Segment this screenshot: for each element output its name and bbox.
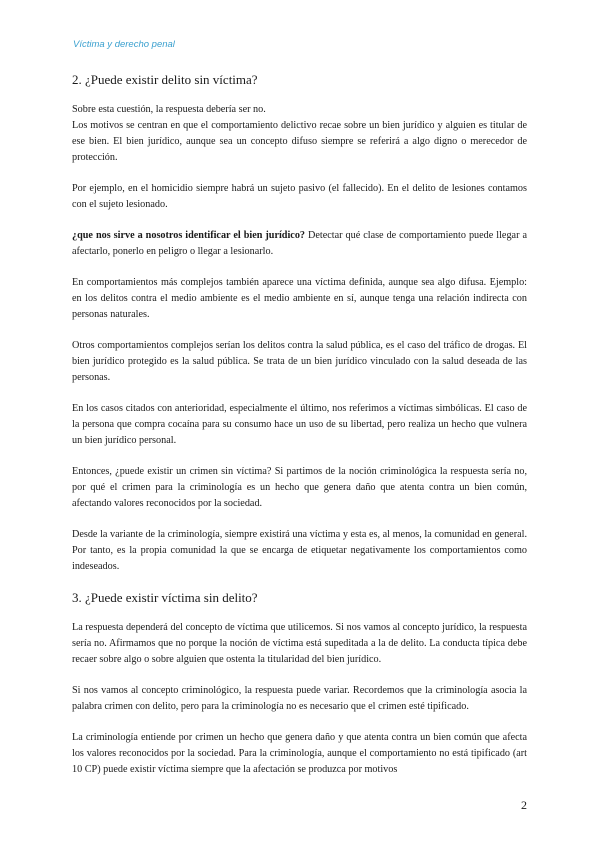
page-body	[72, 72, 527, 778]
paragraph: Desde la variante de la criminología, siempre existirá una víctima y esta es, al menos, la comunidad en general. Por tanto, es la propia comunidad la que se encarga de etiquetar negativamente los comportamientos como indeseados.	[72, 529, 527, 572]
paragraph: En comportamientos más complejos también aparece una víctima definida, aunque sea algo difusa. Ejemplo: en los delitos contra el medio ambiente es el medio ambiente en sí, aunque tenga una relación indirecta con personas naturales.	[72, 277, 527, 320]
paragraph: La respuesta dependerá del concepto de víctima que utilicemos. Si nos vamos al concepto jurídico, la respuesta sería no. Afirmamos que no porque la noción de víctima está supeditada a la de delito. La conducta típica debe recaer sobre algo o sobre alguien que ostenta la titularidad del bien jurídico.	[72, 622, 527, 665]
section-3-heading: 3. ¿Puede existir víctima sin delito?	[72, 590, 258, 605]
paragraph-text: Detectar qué clase de comportamiento puede llegar a afectarlo, ponerlo en peligro o llegar a lesionarlo.	[72, 230, 527, 257]
paragraph: En los casos citados con anterioridad, especialmente el último, nos referimos a víctimas simbólicas. El caso de la persona que compra cocaína para su consumo hace un uso de su libertad, pero realiza un hecho que vulnera un bien jurídico personal.	[72, 403, 527, 446]
paragraph: Otros comportamientos complejos serían los delitos contra la salud pública, es el caso del tráfico de drogas. El bien jurídico protegido es la salud pública. Se trata de un bien jurídico vinculado con la salud deseada de las personas.	[72, 340, 527, 383]
section-2-heading: 2. ¿Puede existir delito sin víctima?	[72, 72, 258, 87]
paragraph-line: Sobre esta cuestión, la respuesta debería ser no.	[72, 104, 266, 115]
running-header: Víctima y derecho penal	[73, 39, 175, 50]
paragraph-line: Los motivos se centran en que el comportamiento delictivo recae sobre un bien jurídico y alguien es titular de ese bien. El bien jurídico, aunque sea un concepto difuso siempre se referirá a algo digno o merecedor de protección.	[72, 120, 527, 163]
paragraph: Si nos vamos al concepto criminológico, la respuesta puede variar. Recordemos que la criminología asocia la palabra crimen con delito, pero para la criminología no es necesario que el crimen esté tipificado.	[72, 685, 527, 712]
paragraph: Por ejemplo, en el homicidio siempre habrá un sujeto pasivo (el fallecido). En el delito de lesiones contamos con el sujeto lesionado.	[72, 183, 527, 210]
paragraph	[72, 102, 527, 166]
bold-question: ¿que nos sirve a nosotros identificar el bien jurídico?	[72, 230, 306, 241]
page-number: 2	[521, 798, 527, 812]
paragraph	[72, 228, 527, 260]
paragraph: Entonces, ¿puede existir un crimen sin víctima? Si partimos de la noción criminológica la respuesta sería no, por qué el crimen para la criminología es un hecho que genera daño que atenta contra un bien común, afectando valores reconocidos por la sociedad.	[72, 466, 527, 509]
paragraph: La criminología entiende por crimen un hecho que genera daño y que atenta contra un bien común que afecta los valores reconocidos por la sociedad. Para la criminología, aunque el comportamiento no está tipificado (art 10 CP) puede existir víctima siempre que la afectación se produzca por motivos	[72, 732, 527, 775]
